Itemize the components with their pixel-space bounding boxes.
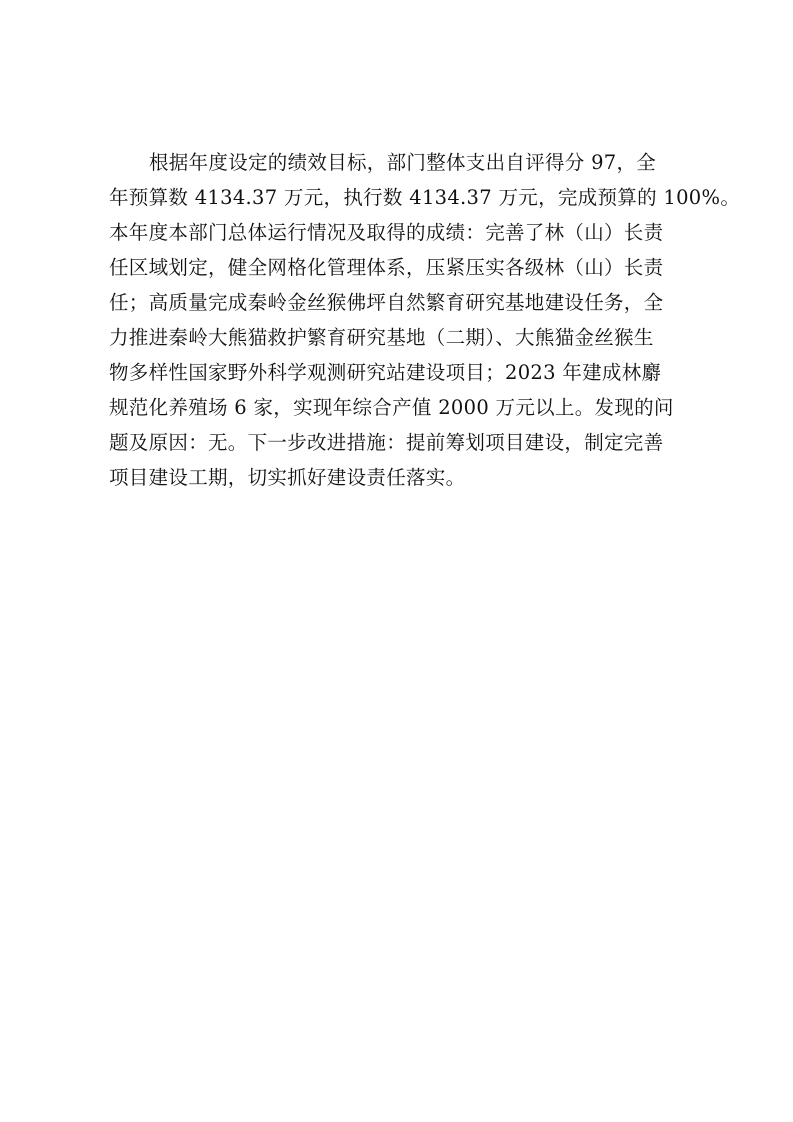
paragraph-line: 任；高质量完成秦岭金丝猴佛坪自然繁育研究基地建设任务，全 (109, 291, 664, 314)
paragraph-line: 题及原因：无。下一步改进措施：提前筹划项目建设，制定完善 (109, 431, 664, 454)
body-paragraph (109, 145, 741, 495)
paragraph-line: 任区域划定，健全网格化管理体系，压紧压实各级林（山）长责 (109, 256, 664, 279)
paragraph-line: 规范化养殖场 6 家，实现年综合产值 2000 万元以上。发现的问 (109, 396, 674, 419)
paragraph-line: 项目建设工期，切实抓好建设责任落实。 (109, 466, 466, 489)
paragraph-line: 年预算数 4134.37 万元，执行数 4134.37 万元，完成预算的 100%。 (109, 186, 741, 209)
paragraph-line: 根据年度设定的绩效目标，部门整体支出自评得分 97，全 (149, 151, 657, 174)
paragraph-line: 力推进秦岭大熊猫救护繁育研究基地（二期）、大熊猫金丝猴生 (109, 326, 654, 349)
paragraph-line: 本年度本部门总体运行情况及取得的成绩：完善了林（山）长责 (109, 221, 664, 244)
paragraph-line: 物多样性国家野外科学观测研究站建设项目；2023 年建成林麝 (109, 361, 662, 384)
